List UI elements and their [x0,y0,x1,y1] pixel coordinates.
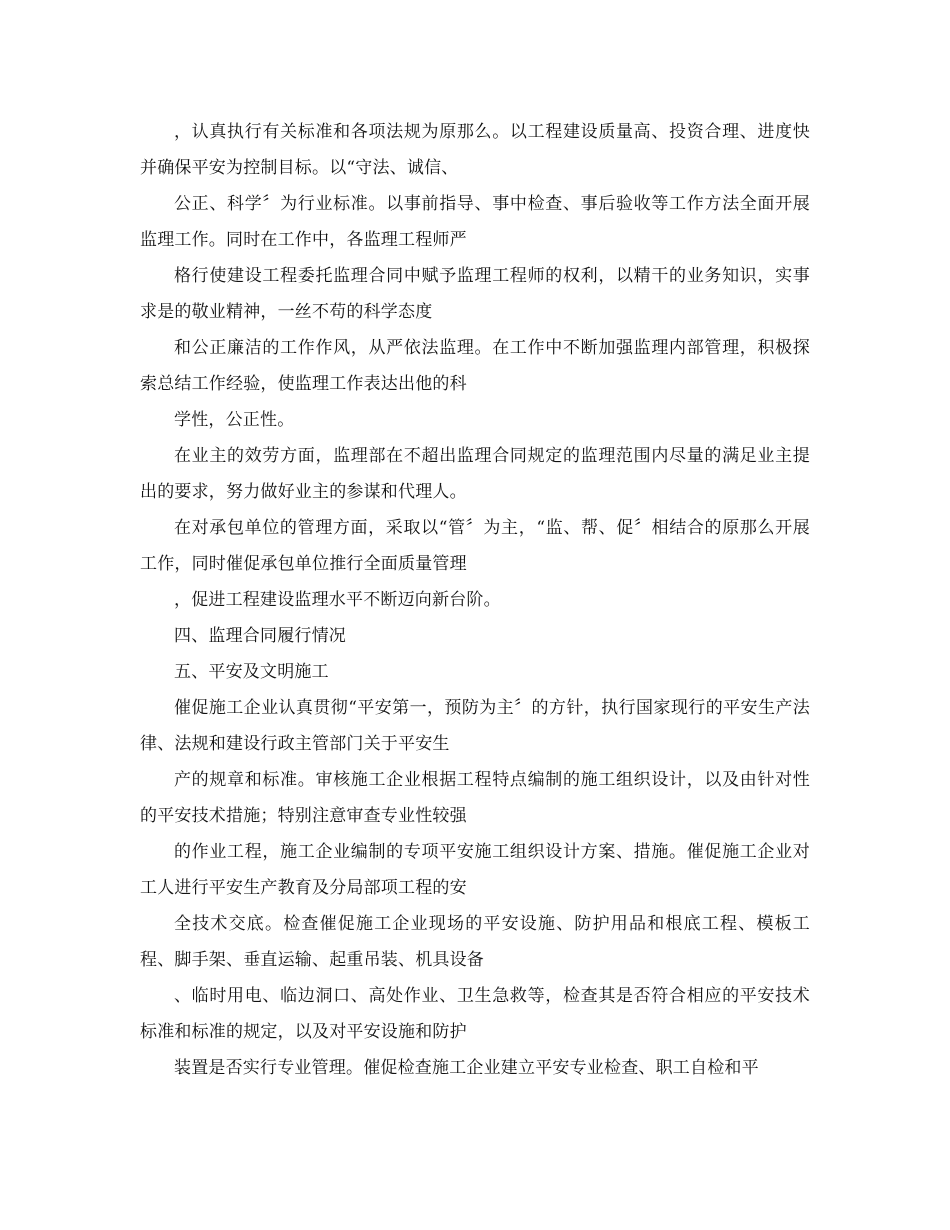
paragraph: 格行使建设工程委托监理合同中赋予监理工程师的权利，以精干的业务知识，实事求是的敬业精神，一丝不苟的科学态度 [140,266,810,322]
section-heading: 四、监理合同履行情况 [174,626,346,646]
paragraph: 的作业工程，施工企业编制的专项平安施工组织设计方案、措施。催促施工企业对工人进行平安生产教育及分局部项工程的安 [140,842,810,898]
paragraph: 公正、科学〞为行业标准。以事前指导、事中检查、事后验收等工作方法全面开展监理工作。同时在工作中，各监理工程师严 [140,194,810,250]
paragraph: 产的规章和标准。审核施工企业根据工程特点编制的施工组织设计，以及由针对性的平安技术措施；特别注意审查专业性较强 [140,770,810,826]
paragraph: 全技术交底。检查催促施工企业现场的平安设施、防护用品和根底工程、模板工程、脚手架、垂直运输、起重吊装、机具设备 [140,914,810,970]
paragraph: ，认真执行有关标准和各项法规为原那么。以工程建设质量高、投资合理、进度快并确保平安为控制目标。以“守法、诚信、 [140,122,810,178]
paragraph: ，促进工程建设监理水平不断迈向新台阶。 [174,590,501,610]
paragraph: 、临时用电、临边洞口、高处作业、卫生急救等，检查其是否符合相应的平安技术标准和标准的规定，以及对平安设施和防护 [140,986,810,1042]
paragraph: 催促施工企业认真贯彻“平安第一，预防为主〞的方针，执行国家现行的平安生产法律、法规和建设行政主管部门关于平安生 [140,698,810,754]
paragraph: 和公正廉洁的工作作风，从严依法监理。在工作中不断加强监理内部管理，积极探索总结工作经验，使监理工作表达出他的科 [140,338,810,394]
section-heading: 五、平安及文明施工 [174,662,329,682]
paragraph: 学性，公正性。 [174,410,295,430]
paragraph: 在业主的效劳方面，监理部在不超出监理合同规定的监理范围内尽量的满足业主提出的要求，努力做好业主的参谋和代理人。 [140,446,810,502]
paragraph: 在对承包单位的管理方面，采取以“管〞为主，“监、帮、促〞相结合的原那么开展工作，同时催促承包单位推行全面质量管理 [140,518,810,574]
paragraph: 装置是否实行专业管理。催促检查施工企业建立平安专业检查、职工自检和平 [174,1058,759,1078]
